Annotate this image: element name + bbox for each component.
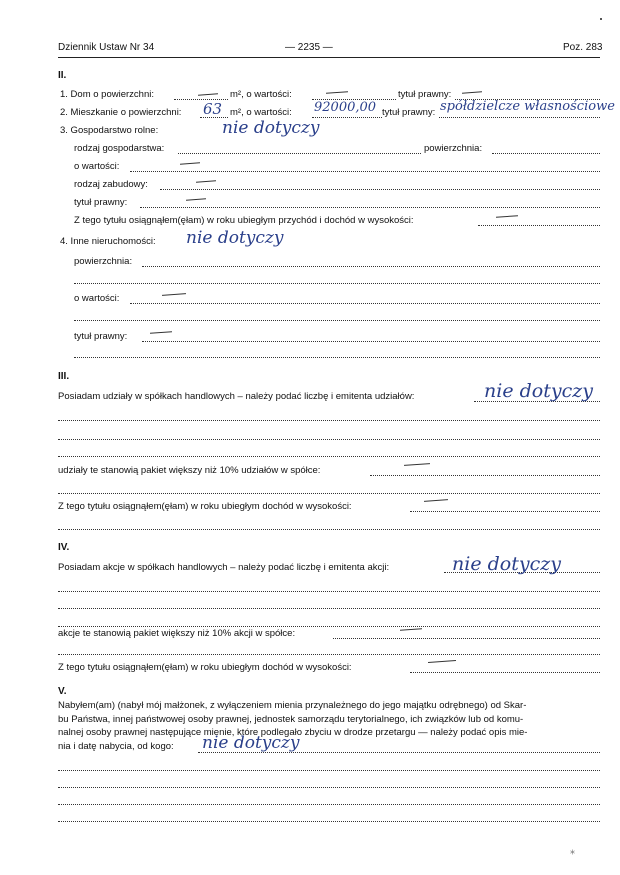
- other-value-label: o wartości:: [74, 293, 120, 304]
- acquisition-line-2: bu Państwa, innej państwowej osoby prawnej, jednostek samorządu terytorialnego, ich związków lub od komu-: [58, 713, 524, 725]
- other-value-dash: [162, 293, 186, 296]
- other-title-field[interactable]: [142, 341, 600, 342]
- flat-area-label: 2. Mieszkanie o powierzchni:: [60, 107, 182, 118]
- farm-label: 3. Gospodarstwo rolne:: [60, 125, 159, 136]
- scan-speck: [600, 18, 602, 20]
- house-title-dash: [462, 91, 482, 93]
- farm-title-label: tytuł prawny:: [74, 197, 128, 208]
- stocks-line-4[interactable]: [58, 626, 600, 627]
- farm-value-field[interactable]: [130, 171, 600, 172]
- farm-income-label: Z tego tytułu osiągnąłem(ęłam) w roku ubiegłym przychód i dochód w wysokości:: [74, 215, 414, 226]
- farm-value-label: o wartości:: [74, 161, 120, 172]
- other-property-handwriting: nie dotyczy: [186, 228, 284, 248]
- shares-income-field[interactable]: [410, 511, 600, 512]
- shares-packet-line-2[interactable]: [58, 493, 600, 494]
- farm-title-field[interactable]: [140, 207, 600, 208]
- other-area-line-2[interactable]: [74, 283, 600, 284]
- farm-income-field[interactable]: [478, 225, 600, 226]
- shares-line-2[interactable]: [58, 420, 600, 421]
- acquisition-line-7[interactable]: [58, 804, 600, 805]
- shares-income-dash: [424, 499, 448, 502]
- house-area-label: 1. Dom o powierzchni:: [60, 89, 154, 100]
- section-iii-title: III.: [58, 371, 70, 382]
- stocks-income-field[interactable]: [410, 672, 600, 673]
- shares-packet-field[interactable]: [370, 475, 600, 476]
- stocks-packet-dash: [400, 628, 422, 631]
- farm-title-dash: [186, 198, 206, 200]
- shares-packet-dash: [404, 463, 430, 466]
- flat-value-field[interactable]: [312, 117, 382, 118]
- house-value-dash: [326, 91, 348, 94]
- acquisition-line-4: nia i datę nabycia, od kogo:: [58, 740, 174, 752]
- farm-building-dash: [196, 180, 216, 182]
- shares-line-4[interactable]: [58, 456, 600, 457]
- header-rule: [58, 57, 600, 58]
- shares-packet-label: udziały te stanowią pakiet większy niż 10% udziałów w spółce:: [58, 465, 321, 476]
- other-title-dash: [150, 331, 172, 334]
- other-title-line-2[interactable]: [74, 357, 600, 358]
- flat-title-label: tytuł prawny:: [382, 107, 436, 118]
- stocks-income-dash: [428, 660, 456, 663]
- farm-handwriting: nie dotyczy: [222, 118, 320, 138]
- acquisition-line-3: nalnej osoby prawnej następujące mienie, które podlegało zbyciu w drodze przetargu — należy podać opis mie-: [58, 727, 528, 739]
- farm-area-label: powierzchnia:: [424, 143, 483, 154]
- house-value-label: m², o wartości:: [230, 89, 292, 100]
- shares-income-label: Z tego tytułu osiągnąłem(ęłam) w roku ubiegłym dochód w wysokości:: [58, 501, 352, 512]
- acquisition-line-5[interactable]: [58, 770, 600, 771]
- farm-income-dash: [496, 215, 518, 218]
- stocks-handwriting: nie dotyczy: [452, 553, 561, 575]
- farm-kind-field[interactable]: [178, 153, 421, 154]
- house-area-dash: [198, 93, 218, 95]
- position-number: Poz. 283: [563, 42, 603, 53]
- other-value-field[interactable]: [130, 303, 600, 304]
- other-area-field[interactable]: [142, 266, 600, 267]
- farm-area-field[interactable]: [492, 153, 600, 154]
- shares-income-line-2[interactable]: [58, 529, 600, 530]
- stocks-line-3[interactable]: [58, 608, 600, 609]
- shares-line-3[interactable]: [58, 439, 600, 440]
- acquisition-line-6[interactable]: [58, 787, 600, 788]
- farm-kind-label: rodzaj gospodarstwa:: [74, 143, 165, 154]
- flat-value-handwriting: 92000,00: [314, 100, 377, 115]
- acquisition-paragraph: [58, 699, 603, 753]
- flat-value-label: m², o wartości:: [230, 107, 292, 118]
- page-number: — 2235 —: [285, 42, 333, 53]
- section-iv-title: IV.: [58, 542, 70, 553]
- section-ii-title: II.: [58, 70, 67, 81]
- shares-label: Posiadam udziały w spółkach handlowych – należy podać liczbę i emitenta udziałów:: [58, 391, 415, 402]
- shares-handwriting: nie dotyczy: [484, 380, 593, 402]
- farm-value-dash: [180, 162, 200, 164]
- other-value-line-2[interactable]: [74, 320, 600, 321]
- other-area-label: powierzchnia:: [74, 256, 133, 267]
- stocks-label: Posiadam akcje w spółkach handlowych – należy podać liczbę i emitenta akcji:: [58, 562, 390, 573]
- acquisition-line-1: Nabyłem(am) (nabył mój małżonek, z wyłączeniem mienia przynależnego do jego majątku odrębnego) od Skar-: [58, 700, 527, 711]
- other-property-label: 4. Inne nieruchomości:: [60, 236, 156, 247]
- stocks-line-2[interactable]: [58, 591, 600, 592]
- stocks-income-label: Z tego tytułu osiągnąłem(ęłam) w roku ubiegłym dochód w wysokości:: [58, 662, 352, 673]
- farm-building-field[interactable]: [160, 189, 600, 190]
- house-title-label: tytuł prawny:: [398, 89, 452, 100]
- farm-building-label: rodzaj zabudowy:: [74, 179, 148, 190]
- acquisition-line-8[interactable]: [58, 821, 600, 822]
- stocks-packet-label: akcje te stanowią pakiet większy niż 10% akcji w spółce:: [58, 628, 296, 639]
- flat-title-field[interactable]: [439, 117, 600, 118]
- other-title-label: tytuł prawny:: [74, 331, 128, 342]
- stocks-packet-field[interactable]: [333, 638, 600, 639]
- stocks-packet-line-2[interactable]: [58, 654, 600, 655]
- flat-title-handwriting: spółdzielcze własnościowe: [440, 99, 615, 114]
- scan-mark: ⁎: [570, 846, 575, 857]
- flat-area-handwriting: 63: [203, 100, 223, 118]
- journal-name: Dziennik Ustaw Nr 34: [58, 42, 155, 53]
- section-v-title: V.: [58, 686, 67, 697]
- acquisition-handwriting: nie dotyczy: [202, 733, 300, 753]
